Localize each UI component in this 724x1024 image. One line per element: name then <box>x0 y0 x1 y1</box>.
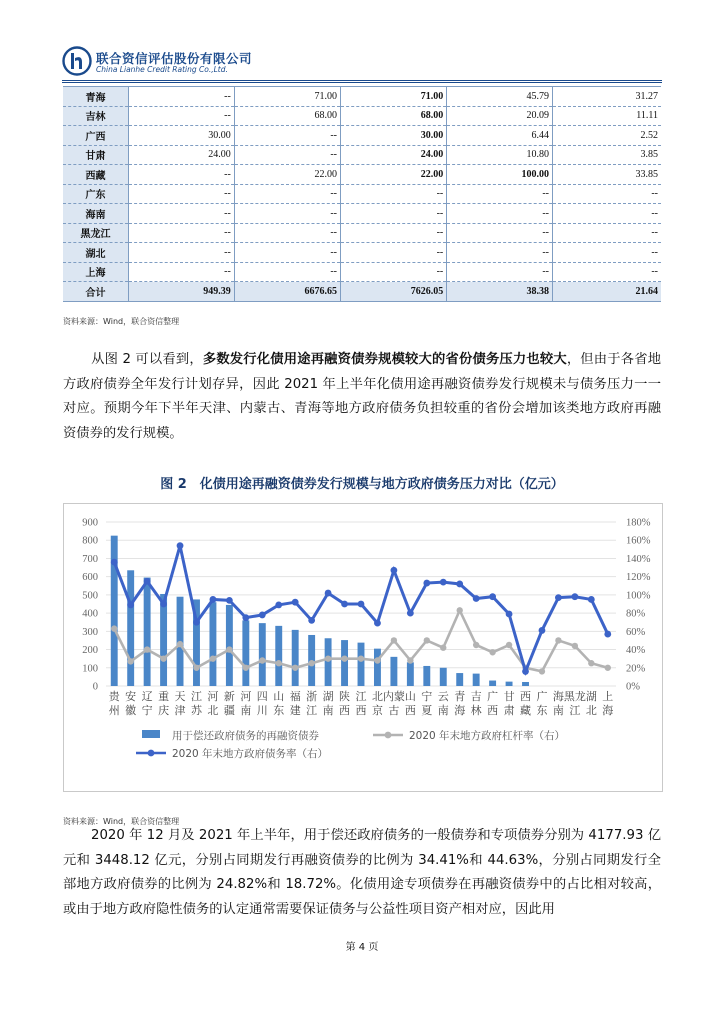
line-point <box>391 637 397 643</box>
line-point <box>177 641 183 647</box>
x-tick-label: 山 <box>273 690 285 703</box>
y-right-tick-label: 40% <box>626 645 646 657</box>
line-point <box>588 596 595 603</box>
value-cell: 68.00 <box>234 106 340 126</box>
bar <box>374 649 381 686</box>
x-tick-label: 黑龙 <box>563 690 586 703</box>
province-cell: 甘肃 <box>63 145 129 165</box>
table-row <box>63 87 661 106</box>
table-row <box>63 145 661 165</box>
header-divider <box>62 80 662 81</box>
x-tick-label: 宁 <box>421 690 433 703</box>
legend-swatch <box>142 730 160 738</box>
legend-label: 2020 年末地方政府债务率（右） <box>172 748 329 760</box>
company-name-cn: 联合资信评估股份有限公司 <box>96 51 253 66</box>
x-tick-label: 西 <box>339 704 351 717</box>
x-tick-label: 庆 <box>158 704 170 717</box>
x-tick-label: 甘 <box>503 690 515 703</box>
value-cell: 100.00 <box>447 165 553 185</box>
bar <box>506 682 513 686</box>
x-tick-label: 徽 <box>125 704 137 717</box>
line-point <box>588 660 594 666</box>
line-point <box>374 620 381 627</box>
x-tick-label: 湖 <box>585 690 597 703</box>
y-left-tick-label: 800 <box>82 535 98 547</box>
province-cell: 广西 <box>63 126 129 146</box>
bar <box>390 657 397 686</box>
y-left-tick-label: 900 <box>82 517 98 529</box>
province-cell: 湖北 <box>63 243 129 263</box>
x-tick-label: 东 <box>536 704 548 717</box>
province-cell: 西藏 <box>63 165 129 185</box>
figure-title: 图 2 化债用途再融资债券发行规模与地方政府债务压力对比（亿元） <box>160 477 564 492</box>
x-tick-label: 津 <box>174 704 186 717</box>
bar <box>226 605 233 686</box>
line-point <box>210 596 217 603</box>
x-tick-label: 辽 <box>141 690 153 703</box>
value-cell: 45.79 <box>447 87 553 106</box>
x-tick-label: 浙 <box>306 690 318 703</box>
bar <box>111 536 118 686</box>
x-tick-label: 西 <box>355 704 367 717</box>
value-cell: -- <box>447 184 553 204</box>
bar <box>325 638 332 686</box>
line-point <box>325 655 331 661</box>
value-cell: 30.00 <box>129 126 235 146</box>
page-header <box>62 46 662 82</box>
line-point <box>489 649 495 655</box>
x-tick-label: 河 <box>240 690 252 703</box>
line-point <box>456 581 463 588</box>
value-cell: -- <box>553 262 661 282</box>
y-right-tick-label: 100% <box>626 590 651 602</box>
line-point <box>407 610 414 617</box>
value-cell: 24.00 <box>129 145 235 165</box>
bar <box>275 626 282 686</box>
line-point <box>555 637 561 643</box>
line-point <box>341 601 348 608</box>
line-point <box>111 625 117 631</box>
y-right-tick-label: 80% <box>626 608 646 620</box>
province-cell: 合计 <box>63 282 129 302</box>
value-cell: -- <box>447 262 553 282</box>
y-right-tick-label: 140% <box>626 553 651 565</box>
line-point <box>193 665 199 671</box>
value-cell: 31.27 <box>553 87 661 106</box>
value-cell: -- <box>553 184 661 204</box>
x-tick-label: 夏 <box>421 704 433 717</box>
line-point <box>473 642 479 648</box>
line-point <box>440 579 447 586</box>
table-row <box>63 204 661 224</box>
bar <box>407 662 414 686</box>
y-left-tick-label: 200 <box>82 645 98 657</box>
x-tick-label: 南 <box>240 704 252 717</box>
x-tick-label: 北 <box>207 704 219 717</box>
line-point <box>571 593 578 600</box>
x-tick-label: 湖 <box>322 690 334 703</box>
x-tick-label: 西 <box>520 690 532 703</box>
x-tick-label: 疆 <box>223 704 235 717</box>
line-point <box>210 655 216 661</box>
line-point <box>539 668 545 674</box>
y-right-tick-label: 60% <box>626 626 646 638</box>
line-point <box>193 619 200 626</box>
x-tick-label: 广 <box>536 690 548 703</box>
line-point <box>308 660 314 666</box>
line-point <box>604 631 611 638</box>
line-point <box>226 646 232 652</box>
bar <box>423 666 430 686</box>
line-point <box>276 660 282 666</box>
line-point <box>292 665 298 671</box>
value-cell: 11.11 <box>553 106 661 126</box>
line-point <box>160 601 167 608</box>
bar <box>456 673 463 686</box>
chart-source-note: 资料来源：Wind，联合资信整理 <box>63 817 180 826</box>
value-cell: -- <box>129 165 235 185</box>
value-cell: 7626.05 <box>341 282 447 302</box>
x-tick-label: 内蒙 <box>382 690 405 703</box>
x-tick-label: 云 <box>437 690 449 703</box>
legend-label: 2020 年末地方政府杠杆率（右） <box>409 730 566 742</box>
value-cell: -- <box>341 204 447 224</box>
x-tick-label: 宁 <box>141 704 153 717</box>
value-cell: -- <box>447 223 553 243</box>
x-tick-label: 河 <box>207 690 219 703</box>
company-name-en: China Lianhe Credit Rating Co.,Ltd. <box>96 65 228 74</box>
value-cell: -- <box>129 204 235 224</box>
line-point <box>555 594 562 601</box>
bar <box>144 578 151 686</box>
y-left-tick-label: 100 <box>82 663 98 675</box>
table-row <box>63 165 661 185</box>
paragraph-1-lead: 从图 2 可以看到， <box>91 352 203 367</box>
value-cell: 38.38 <box>447 282 553 302</box>
value-cell: -- <box>553 243 661 263</box>
table-row <box>63 223 661 243</box>
line-point <box>440 645 446 651</box>
bar <box>259 623 266 686</box>
x-tick-label: 上 <box>602 690 614 703</box>
line-point <box>111 559 118 566</box>
x-tick-label: 青 <box>454 690 466 703</box>
line-point <box>144 578 151 585</box>
value-cell: 3.85 <box>553 145 661 165</box>
y-left-tick-label: 300 <box>82 626 98 638</box>
line-point <box>127 658 133 664</box>
x-tick-label: 北 <box>371 690 383 703</box>
x-tick-label: 新 <box>223 690 235 703</box>
y-left-tick-label: 0 <box>92 681 98 693</box>
line-point <box>457 607 463 613</box>
line-point <box>144 646 150 652</box>
bar <box>160 594 167 686</box>
line-point <box>259 657 265 663</box>
line-point <box>308 617 315 624</box>
value-cell: 68.00 <box>341 106 447 126</box>
value-cell: -- <box>553 204 661 224</box>
x-tick-label: 南 <box>322 704 334 717</box>
value-cell: 20.09 <box>447 106 553 126</box>
line-point <box>358 655 364 661</box>
value-cell: 21.64 <box>553 282 661 302</box>
x-tick-label: 福 <box>289 690 301 703</box>
x-tick-label: 州 <box>108 704 120 717</box>
province-cell: 广东 <box>63 184 129 204</box>
value-cell: 71.00 <box>234 87 340 106</box>
value-cell: -- <box>129 262 235 282</box>
y-right-tick-label: 160% <box>626 535 651 547</box>
value-cell: -- <box>234 204 340 224</box>
value-cell: 2.52 <box>553 126 661 146</box>
value-cell: -- <box>234 126 340 146</box>
line-point <box>407 657 413 663</box>
value-cell: -- <box>234 145 340 165</box>
value-cell: -- <box>341 243 447 263</box>
line-point <box>292 599 299 606</box>
line-point <box>127 602 134 609</box>
line-point <box>424 637 430 643</box>
table-row <box>63 184 661 204</box>
chart-container <box>63 503 663 792</box>
paragraph-1-rest: ，但由于各省地方政府债券全年发行计划存异，因此 2021 年上半年化债用途再融资债券发行规模未与债务压力一一对应。预期今年下半年天津、内蒙古、青海等地方政府债务负担较重的省份会增加该类地方政府再融资债券的发行规模。 <box>63 352 662 441</box>
y-right-tick-label: 20% <box>626 663 646 675</box>
bar <box>440 668 447 686</box>
y-left-tick-label: 400 <box>82 608 98 620</box>
value-cell: 30.00 <box>341 126 447 146</box>
province-cell: 海南 <box>63 204 129 224</box>
line-point <box>275 602 282 609</box>
value-cell: -- <box>234 243 340 263</box>
province-cell: 吉林 <box>63 106 129 126</box>
company-logo-icon <box>62 46 92 76</box>
x-tick-label: 藏 <box>520 704 532 717</box>
x-tick-label: 海 <box>552 690 564 703</box>
bar <box>358 643 365 686</box>
value-cell: -- <box>129 87 235 106</box>
value-cell: -- <box>234 223 340 243</box>
x-tick-label: 江 <box>190 690 202 703</box>
line-point <box>522 668 529 675</box>
table-row <box>63 243 661 263</box>
province-cell: 上海 <box>63 262 129 282</box>
line-point <box>423 580 430 587</box>
line-point <box>374 657 380 663</box>
x-tick-label: 广 <box>487 690 499 703</box>
value-cell: -- <box>234 184 340 204</box>
x-tick-label: 四 <box>256 690 268 703</box>
value-cell: 71.00 <box>341 87 447 106</box>
value-cell: -- <box>129 184 235 204</box>
x-tick-label: 山 <box>404 690 416 703</box>
legend-label: 用于偿还政府债务的再融资债券 <box>172 730 319 742</box>
line-point <box>506 611 513 618</box>
line-point <box>391 567 398 574</box>
value-cell: -- <box>341 223 447 243</box>
line-point <box>243 665 249 671</box>
x-tick-label: 安 <box>125 690 137 703</box>
x-tick-label: 东 <box>273 704 285 717</box>
x-tick-label: 苏 <box>190 704 202 717</box>
y-right-tick-label: 120% <box>626 572 651 584</box>
value-cell: 6.44 <box>447 126 553 146</box>
x-tick-label: 贵 <box>108 690 120 703</box>
value-cell: 6676.65 <box>234 282 340 302</box>
x-tick-label: 南 <box>552 704 564 717</box>
x-tick-label: 北 <box>585 704 597 717</box>
value-cell: 33.85 <box>553 165 661 185</box>
paragraph-1 <box>63 348 661 446</box>
x-tick-label: 古 <box>388 704 400 717</box>
paragraph-2-text: 2020 年 12 月及 2021 年上半年，用于偿还政府债务的一般债券和专项债券分别为 4177.93 亿元和 3448.12 亿元，分别占同期发行再融资债券的比例为 34.41%和 44.63%，分别占同期发行全部地方政府债券的比例为 24.82%和 18.72%。化债用途专项债券在再融资债券中的占比相对较高，或由于地方政府隐性债务的认定通常需要保证债务与公益性项目资产相对应，因此用 <box>63 828 661 917</box>
value-cell: -- <box>129 243 235 263</box>
bar <box>473 674 480 686</box>
page-number: 第 4 页 <box>345 942 379 953</box>
value-cell: 10.80 <box>447 145 553 165</box>
table-row <box>63 106 661 126</box>
line-point <box>341 655 347 661</box>
x-tick-label: 江 <box>355 690 367 703</box>
line-point <box>226 597 233 604</box>
bar <box>341 640 348 686</box>
y-right-tick-label: 0% <box>626 681 640 693</box>
line-point <box>242 614 249 621</box>
x-tick-label: 南 <box>437 704 449 717</box>
header-divider-2 <box>62 82 662 83</box>
y-left-tick-label: 600 <box>82 572 98 584</box>
bar <box>292 630 299 686</box>
y-left-tick-label: 500 <box>82 590 98 602</box>
value-cell: -- <box>341 262 447 282</box>
x-tick-label: 陕 <box>339 690 351 703</box>
legend-swatch <box>148 750 155 757</box>
province-cell: 黑龙江 <box>63 223 129 243</box>
value-cell: -- <box>129 106 235 126</box>
x-tick-label: 天 <box>174 690 186 703</box>
x-tick-label: 川 <box>256 704 268 717</box>
line-point <box>506 642 512 648</box>
x-tick-label: 肃 <box>503 704 515 717</box>
line-point <box>358 601 365 608</box>
value-cell: -- <box>553 223 661 243</box>
table-source-note: 资料来源：Wind，联合资信整理 <box>63 317 180 326</box>
line-point <box>572 643 578 649</box>
province-cell: 青海 <box>63 87 129 106</box>
bar <box>209 602 216 686</box>
line-point <box>160 655 166 661</box>
line-point <box>489 593 496 600</box>
value-cell: 949.39 <box>129 282 235 302</box>
table-row <box>63 126 661 146</box>
bar <box>242 620 249 686</box>
value-cell: -- <box>341 184 447 204</box>
y-right-tick-label: 180% <box>626 517 651 529</box>
table-row <box>63 282 661 302</box>
x-tick-label: 林 <box>470 704 482 717</box>
x-tick-label: 京 <box>371 704 383 717</box>
line-point <box>605 665 611 671</box>
x-tick-label: 江 <box>569 704 581 717</box>
paragraph-1-emphasis: 多数发行化债用途再融资债券规模较大的省份债务压力也较大 <box>202 352 567 367</box>
x-tick-label: 海 <box>454 704 466 717</box>
legend-swatch <box>385 732 392 739</box>
y-left-tick-label: 700 <box>82 553 98 565</box>
bar <box>127 570 134 686</box>
line-point <box>259 612 266 619</box>
value-cell: 22.00 <box>341 165 447 185</box>
bar <box>489 681 496 686</box>
x-tick-label: 建 <box>289 704 301 717</box>
value-cell: 22.00 <box>234 165 340 185</box>
line-point <box>177 542 184 549</box>
value-cell: -- <box>234 262 340 282</box>
data-table <box>63 87 661 302</box>
x-tick-label: 西 <box>487 704 499 717</box>
x-tick-label: 海 <box>602 704 614 717</box>
line-point <box>325 590 332 597</box>
value-cell: -- <box>129 223 235 243</box>
x-tick-label: 江 <box>306 704 318 717</box>
bar <box>522 682 529 686</box>
x-tick-label: 西 <box>404 704 416 717</box>
x-tick-label: 重 <box>158 690 170 703</box>
value-cell: 24.00 <box>341 145 447 165</box>
x-tick-label: 吉 <box>470 690 482 703</box>
table-row <box>63 262 661 282</box>
paragraph-2 <box>63 824 661 922</box>
line-point <box>539 627 546 634</box>
value-cell: -- <box>447 204 553 224</box>
combo-chart <box>64 504 662 791</box>
value-cell: -- <box>447 243 553 263</box>
line-point <box>473 595 480 602</box>
